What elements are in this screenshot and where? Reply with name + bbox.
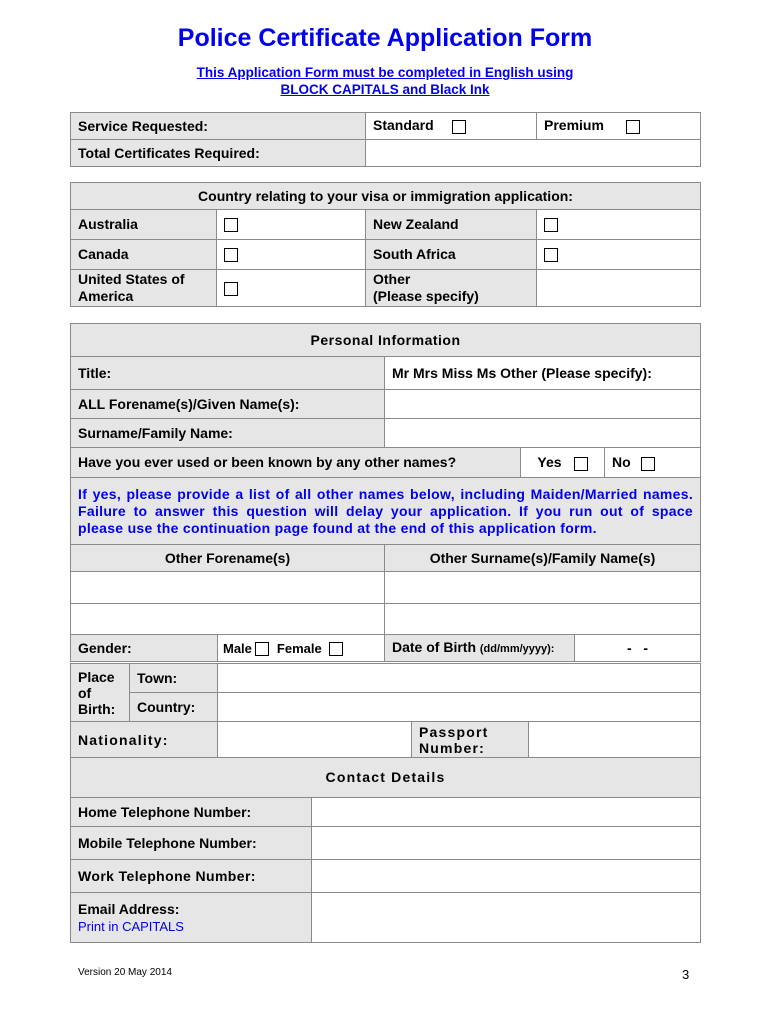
personal-info-table <box>70 323 701 662</box>
service-table <box>70 112 701 167</box>
country-of-birth-field[interactable] <box>218 693 701 722</box>
pob-line-3: Birth: <box>78 700 116 717</box>
home-phone-field[interactable] <box>312 798 701 827</box>
usa-line-2: America <box>78 288 134 304</box>
other-names-question: Have you ever used or been known by any other names? <box>71 448 521 478</box>
canada-checkbox[interactable] <box>224 248 238 262</box>
other-forenames-field-1[interactable] <box>71 572 385 604</box>
new-zealand-checkbox[interactable] <box>544 218 558 232</box>
work-phone-label: Work Telephone Number: <box>71 860 312 893</box>
email-label <box>71 893 312 943</box>
dob-field[interactable]: - - <box>575 635 701 662</box>
other-line-2: (Please specify) <box>373 288 479 304</box>
work-phone-field[interactable] <box>312 860 701 893</box>
nationality-field[interactable] <box>218 722 412 759</box>
country-usa-label <box>71 270 217 307</box>
standard-label: Standard <box>373 117 434 134</box>
gender-label: Gender: <box>71 635 218 662</box>
subtitle-line-2: BLOCK CAPITALS and Black Ink <box>280 82 490 97</box>
home-phone-label: Home Telephone Number: <box>71 798 312 827</box>
country-table <box>70 182 701 307</box>
country-new-zealand-label: New Zealand <box>366 210 537 240</box>
email-label-text: Email Address: <box>78 900 180 917</box>
total-certificates-label: Total Certificates Required: <box>71 140 366 167</box>
passport-line-2: Number: <box>419 740 485 756</box>
surname-field[interactable] <box>385 419 701 448</box>
yes-label: Yes <box>537 453 562 470</box>
no-checkbox[interactable] <box>641 457 655 471</box>
other-country-field[interactable] <box>537 270 701 307</box>
female-checkbox[interactable] <box>329 642 343 656</box>
usa-line-1: United States of <box>78 271 185 287</box>
nationality-label: Nationality: <box>71 722 218 759</box>
premium-checkbox[interactable] <box>626 120 640 134</box>
male-checkbox[interactable] <box>255 642 269 656</box>
passport-field[interactable] <box>529 722 701 759</box>
pob-line-2: of <box>78 684 92 701</box>
other-surnames-field-1[interactable] <box>385 572 701 604</box>
contact-heading: Contact Details <box>71 758 701 798</box>
birth-place-table <box>70 663 701 759</box>
male-label: Male <box>223 640 252 656</box>
other-names-no[interactable] <box>605 448 701 478</box>
dob-format: (dd/mm/yyyy): <box>479 642 555 655</box>
service-requested-label: Service Requested: <box>71 113 366 140</box>
version-text: Version 20 May 2014 <box>78 967 172 978</box>
australia-checkbox[interactable] <box>224 218 238 232</box>
other-forenames-header: Other Forename(s) <box>71 545 385 572</box>
town-field[interactable] <box>218 664 701 693</box>
standard-checkbox[interactable] <box>452 120 466 134</box>
gender-options[interactable] <box>218 635 385 662</box>
country-australia-label: Australia <box>71 210 217 240</box>
other-names-yes[interactable] <box>521 448 605 478</box>
dob-label <box>385 635 575 662</box>
country-of-birth-label: Country: <box>130 693 218 722</box>
standard-option[interactable] <box>366 113 537 140</box>
title-label: Title: <box>71 357 385 390</box>
country-canada-label: Canada <box>71 240 217 270</box>
dob-label-text: Date of Birth <box>392 638 476 655</box>
premium-label: Premium <box>544 117 604 134</box>
place-of-birth-label <box>71 664 130 722</box>
other-names-note: If yes, please provide a list of all other names below, including Maiden/Married names. Failure to answer this question will delay your application. If you run out of space please use the continuation page found at the end of this application form. <box>71 478 701 545</box>
title-options[interactable]: Mr Mrs Miss Ms Other (Please specify): <box>385 357 701 390</box>
other-surnames-field-2[interactable] <box>385 604 701 635</box>
form-title: Police Certificate Application Form <box>177 24 593 52</box>
country-heading: Country relating to your visa or immigration application: <box>71 183 701 210</box>
pob-line-1: Place <box>78 668 115 685</box>
yes-checkbox[interactable] <box>574 457 588 471</box>
passport-line-1: Passport <box>419 724 489 740</box>
female-label: Female <box>276 640 322 656</box>
premium-option[interactable] <box>537 113 701 140</box>
no-label: No <box>612 453 631 470</box>
passport-label <box>412 722 529 759</box>
form-subtitle <box>0 64 770 98</box>
country-other-label <box>366 270 537 307</box>
subtitle-line-1: This Application Form must be completed in English using <box>196 65 574 80</box>
mobile-phone-label: Mobile Telephone Number: <box>71 827 312 860</box>
email-field[interactable] <box>312 893 701 943</box>
south-africa-checkbox[interactable] <box>544 248 558 262</box>
email-hint: Print in CAPITALS <box>78 918 184 934</box>
other-line-1: Other <box>373 271 411 287</box>
surname-label: Surname/Family Name: <box>71 419 385 448</box>
page-number: 3 <box>682 967 690 982</box>
other-forenames-field-2[interactable] <box>71 604 385 635</box>
contact-table <box>70 757 701 943</box>
other-surnames-header: Other Surname(s)/Family Name(s) <box>385 545 701 572</box>
forenames-field[interactable] <box>385 390 701 419</box>
forenames-label: ALL Forename(s)/Given Name(s): <box>71 390 385 419</box>
country-south-africa-label: South Africa <box>366 240 537 270</box>
personal-info-heading: Personal Information <box>71 324 701 357</box>
mobile-phone-field[interactable] <box>312 827 701 860</box>
usa-checkbox[interactable] <box>224 282 238 296</box>
town-label: Town: <box>130 664 218 693</box>
total-certificates-field[interactable] <box>366 140 701 167</box>
